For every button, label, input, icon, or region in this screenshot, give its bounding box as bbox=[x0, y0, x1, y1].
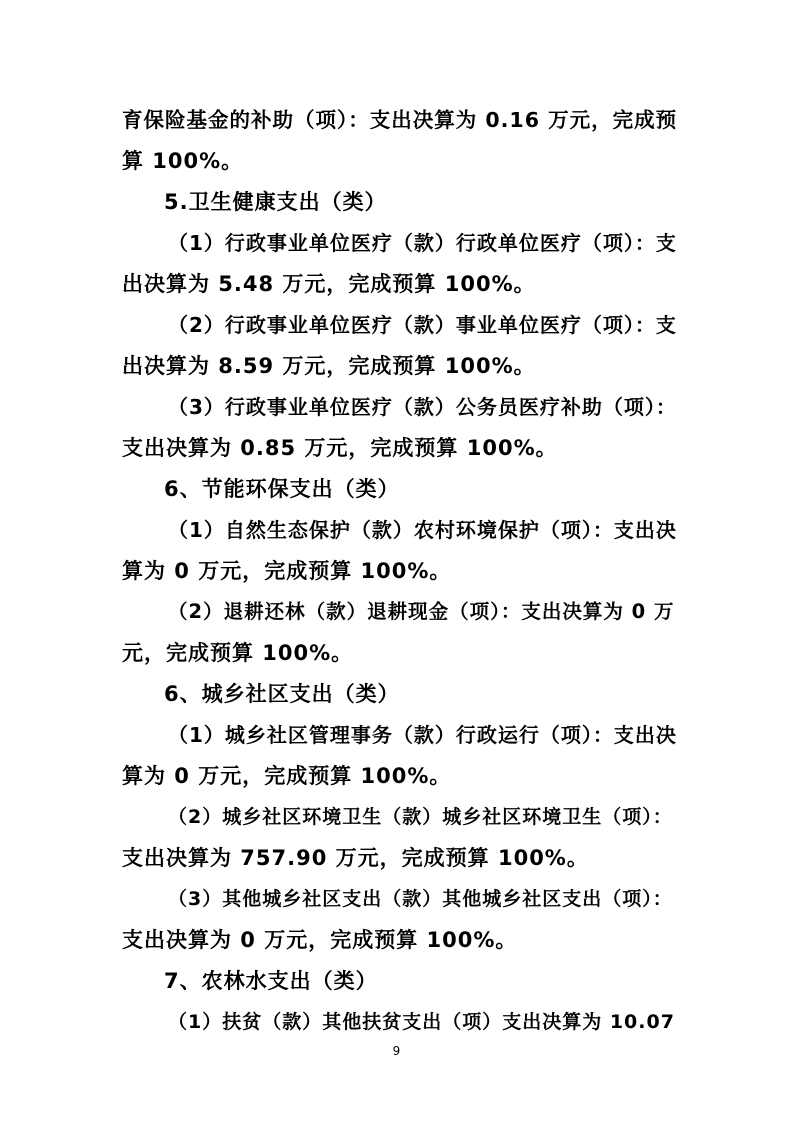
section-heading: 5.卫生健康支出（类） bbox=[164, 190, 387, 214]
paragraph-line: （3）行政事业单位医疗（款）公务员医疗补助（项）： bbox=[168, 395, 677, 419]
paragraph-line: （2）退耕还林（款）退耕现金（项）：支出决算为 0 万 bbox=[168, 600, 675, 623]
page-number: 9 bbox=[392, 1044, 401, 1058]
section-heading: 6、城乡社区支出（类） bbox=[164, 682, 400, 706]
paragraph-line: 算 100%。 bbox=[122, 149, 244, 173]
paragraph-line: 算为 0 万元，完成预算 100%。 bbox=[122, 764, 452, 788]
paragraph-line: （1）自然生态保护（款）农村环境保护（项）：支出决 bbox=[168, 518, 677, 542]
paragraph-line: （2）城乡社区环境卫生（款）城乡社区环境卫生（项）： bbox=[168, 806, 673, 828]
section-heading: 6、节能环保支出（类） bbox=[164, 477, 400, 501]
paragraph-line: （1）扶贫（款）其他扶贫支出（项）支出决算为 10.07 bbox=[168, 1011, 675, 1033]
paragraph-line: （2）行政事业单位医疗（款）事业单位医疗（项）：支 bbox=[168, 313, 677, 337]
paragraph-line: （3）其他城乡社区支出（款）其他城乡社区支出（项）： bbox=[168, 888, 673, 910]
paragraph-line: 支出决算为 0.85 万元，完成预算 100%。 bbox=[122, 436, 558, 460]
paragraph-line: 出决算为 5.48 万元，完成预算 100%。 bbox=[122, 272, 536, 296]
paragraph-line: 支出决算为 757.90 万元，完成预算 100%。 bbox=[122, 846, 589, 870]
paragraph-line: 支出决算为 0 万元，完成预算 100%。 bbox=[122, 928, 518, 952]
section-heading: 7、农林水支出（类） bbox=[164, 969, 378, 993]
paragraph-line: （1）城乡社区管理事务（款）行政运行（项）：支出决 bbox=[168, 723, 677, 747]
paragraph-line: （1）行政事业单位医疗（款）行政单位医疗（项）：支 bbox=[168, 231, 677, 255]
paragraph-line: 元，完成预算 100%。 bbox=[122, 641, 354, 665]
paragraph-line: 出决算为 8.59 万元，完成预算 100%。 bbox=[122, 354, 536, 378]
paragraph-line: 育保险基金的补助（项）：支出决算为 0.16 万元，完成预 bbox=[122, 108, 678, 132]
paragraph-line: 算为 0 万元，完成预算 100%。 bbox=[122, 559, 452, 583]
